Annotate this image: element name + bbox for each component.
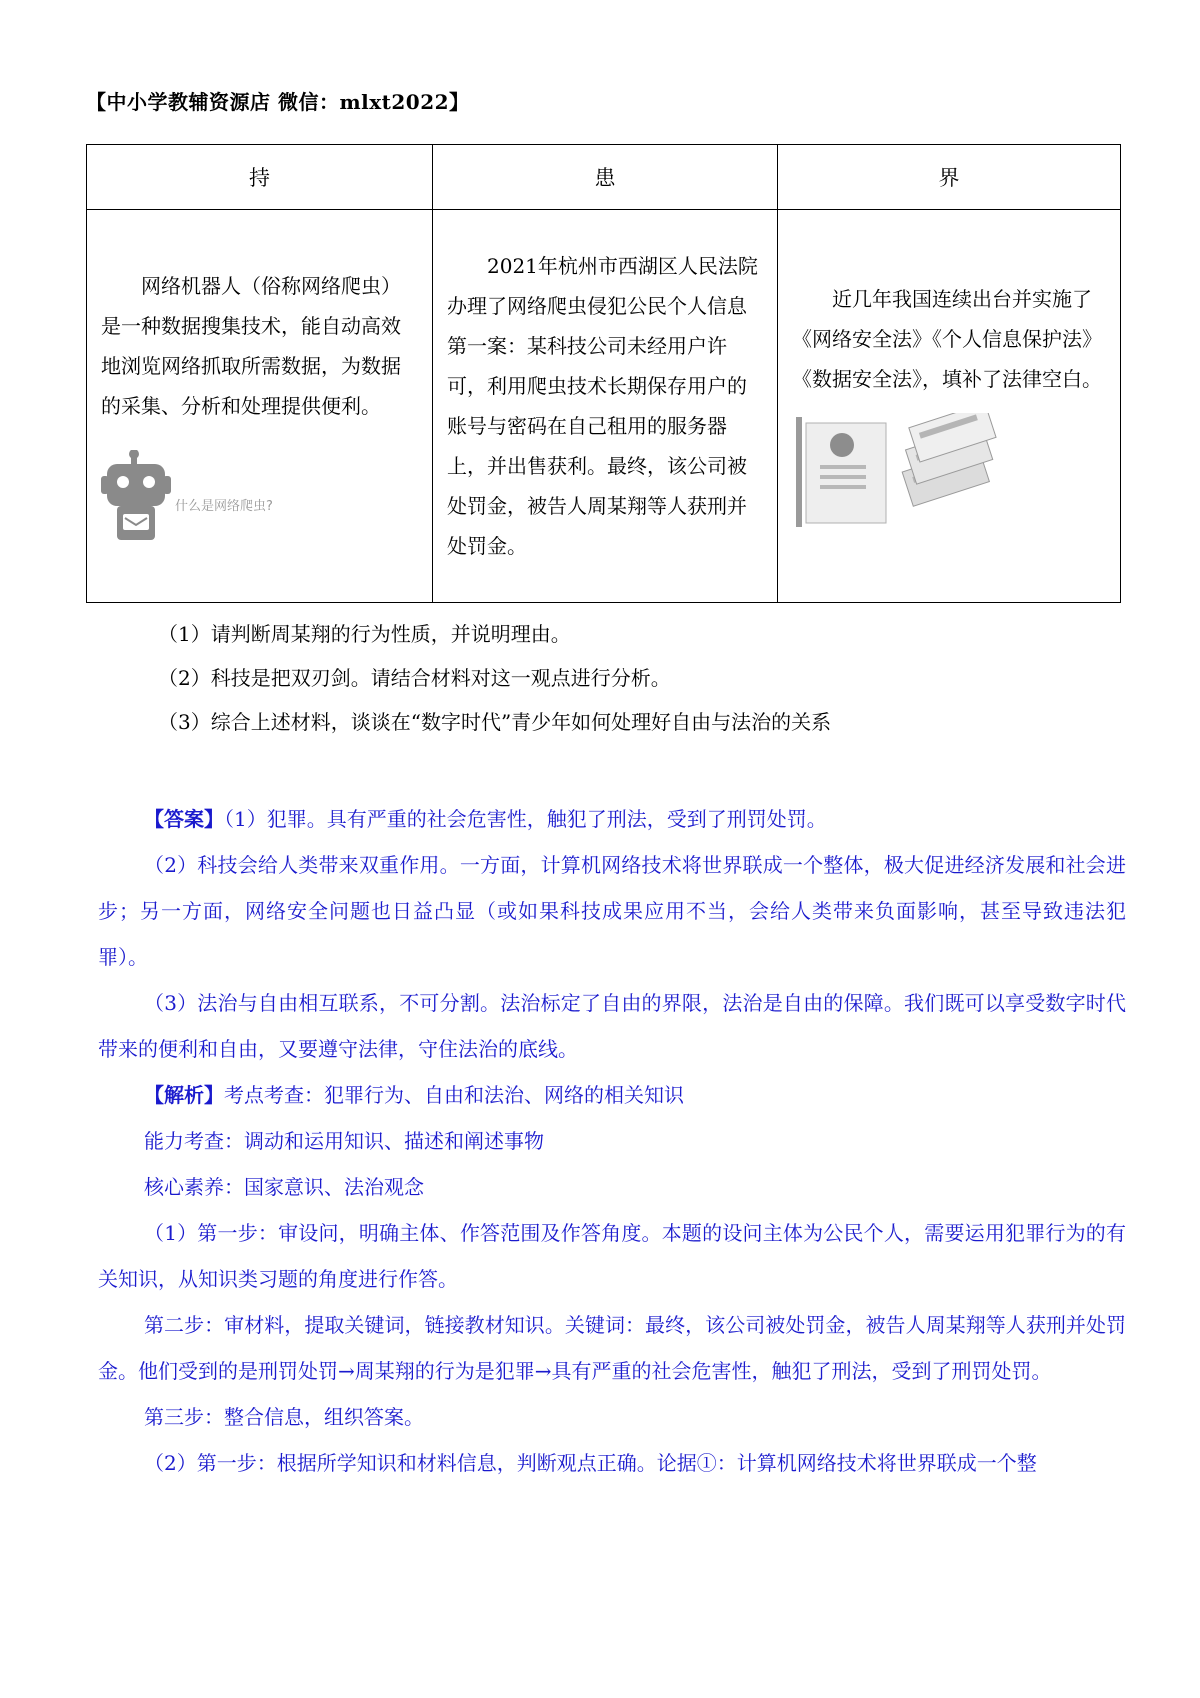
answer-section	[86, 796, 1126, 1486]
law-books-icon	[792, 413, 1002, 533]
analysis-item: 核心素养：国家意识、法治观念	[144, 1175, 424, 1199]
robot-illustration	[101, 450, 418, 546]
page-header: 【中小学教辅资源店 微信：mlxt2022】	[86, 90, 470, 114]
analysis-tag: 【解析】	[144, 1083, 224, 1107]
material-table	[86, 144, 1121, 603]
law-illustration	[792, 413, 1106, 533]
analysis-item: 第三步：整合信息，组织答案。	[144, 1405, 424, 1429]
analysis-item	[86, 1072, 1126, 1118]
analysis-points: 考点考查：犯罪行为、自由和法治、网络的相关知识	[224, 1083, 684, 1107]
robot-icon	[101, 450, 301, 546]
table-header-cell: 患	[433, 145, 778, 210]
analysis-item: 第二步：审材料，提取关键词，链接教材知识。关键词：最终，该公司被处罚金，被告人周某翔等人获刑并处罚金。他们受到的是刑罚处罚→周某翔的行为是犯罪→具有严重的社会危害性，触犯了刑法，受到了刑罚处罚。	[98, 1313, 1126, 1383]
table-header-cell: 持	[87, 145, 433, 210]
question-item: （1）请判断周某翔的行为性质，并说明理由。	[158, 622, 571, 646]
table-cell-robot	[87, 210, 433, 603]
answer-item	[86, 796, 1126, 842]
law-description: 近几年我国连续出台并实施了《网络安全法》《个人信息保护法》《数据安全法》，填补了法律空白。	[792, 287, 1102, 391]
analysis-item: 能力考查：调动和运用知识、描述和阐述事物	[144, 1129, 544, 1153]
question-list	[86, 612, 1126, 744]
robot-caption: 什么是网络爬虫?	[175, 499, 273, 514]
robot-description: 网络机器人（俗称网络爬虫）是一种数据搜集技术，能自动高效地浏览网络抓取所需数据，为数据的采集、分析和处理提供便利。	[101, 274, 401, 418]
table-cell-case	[433, 210, 778, 603]
answer-item: （2）科技会给人类带来双重作用。一方面，计算机网络技术将世界联成一个整体，极大促进经济发展和社会进步；另一方面，网络安全问题也日益凸显（或如果科技成果应用不当，会给人类带来负面影响，甚至导致违法犯罪）。	[98, 853, 1126, 969]
question-item: （2）科技是把双刃剑。请结合材料对这一观点进行分析。	[158, 666, 671, 690]
answer-tag: 【答案】	[144, 807, 224, 831]
answer-item: （3）法治与自由相互联系，不可分割。法治标定了自由的界限，法治是自由的保障。我们既可以享受数字时代带来的便利和自由，又要遵守法律，守住法治的底线。	[98, 991, 1126, 1061]
case-description: 2021年杭州市西湖区人民法院办理了网络爬虫侵犯公民个人信息第一案：某科技公司未经用户许可，利用爬虫技术长期保存用户的账号与密码在自己租用的服务器上，并出售获利。最终，该公司被处罚金，被告人周某翔等人获刑并处罚金。	[447, 254, 758, 558]
table-header-cell: 界	[778, 145, 1121, 210]
table-cell-law	[778, 210, 1121, 603]
analysis-item: （2）第一步：根据所学知识和材料信息，判断观点正确。论据①：计算机网络技术将世界联成一个整	[144, 1451, 1037, 1475]
analysis-item: （1）第一步：审设问，明确主体、作答范围及作答角度。本题的设问主体为公民个人，需要运用犯罪行为的有关知识，从知识类习题的角度进行作答。	[98, 1221, 1126, 1291]
answer-1: （1）犯罪。具有严重的社会危害性，触犯了刑法，受到了刑罚处罚。	[224, 807, 827, 831]
table-header-row	[87, 145, 1121, 210]
question-item: （3）综合上述材料，谈谈在“数字时代”青少年如何处理好自由与法治的关系	[158, 710, 832, 734]
table-body-row	[87, 210, 1121, 603]
